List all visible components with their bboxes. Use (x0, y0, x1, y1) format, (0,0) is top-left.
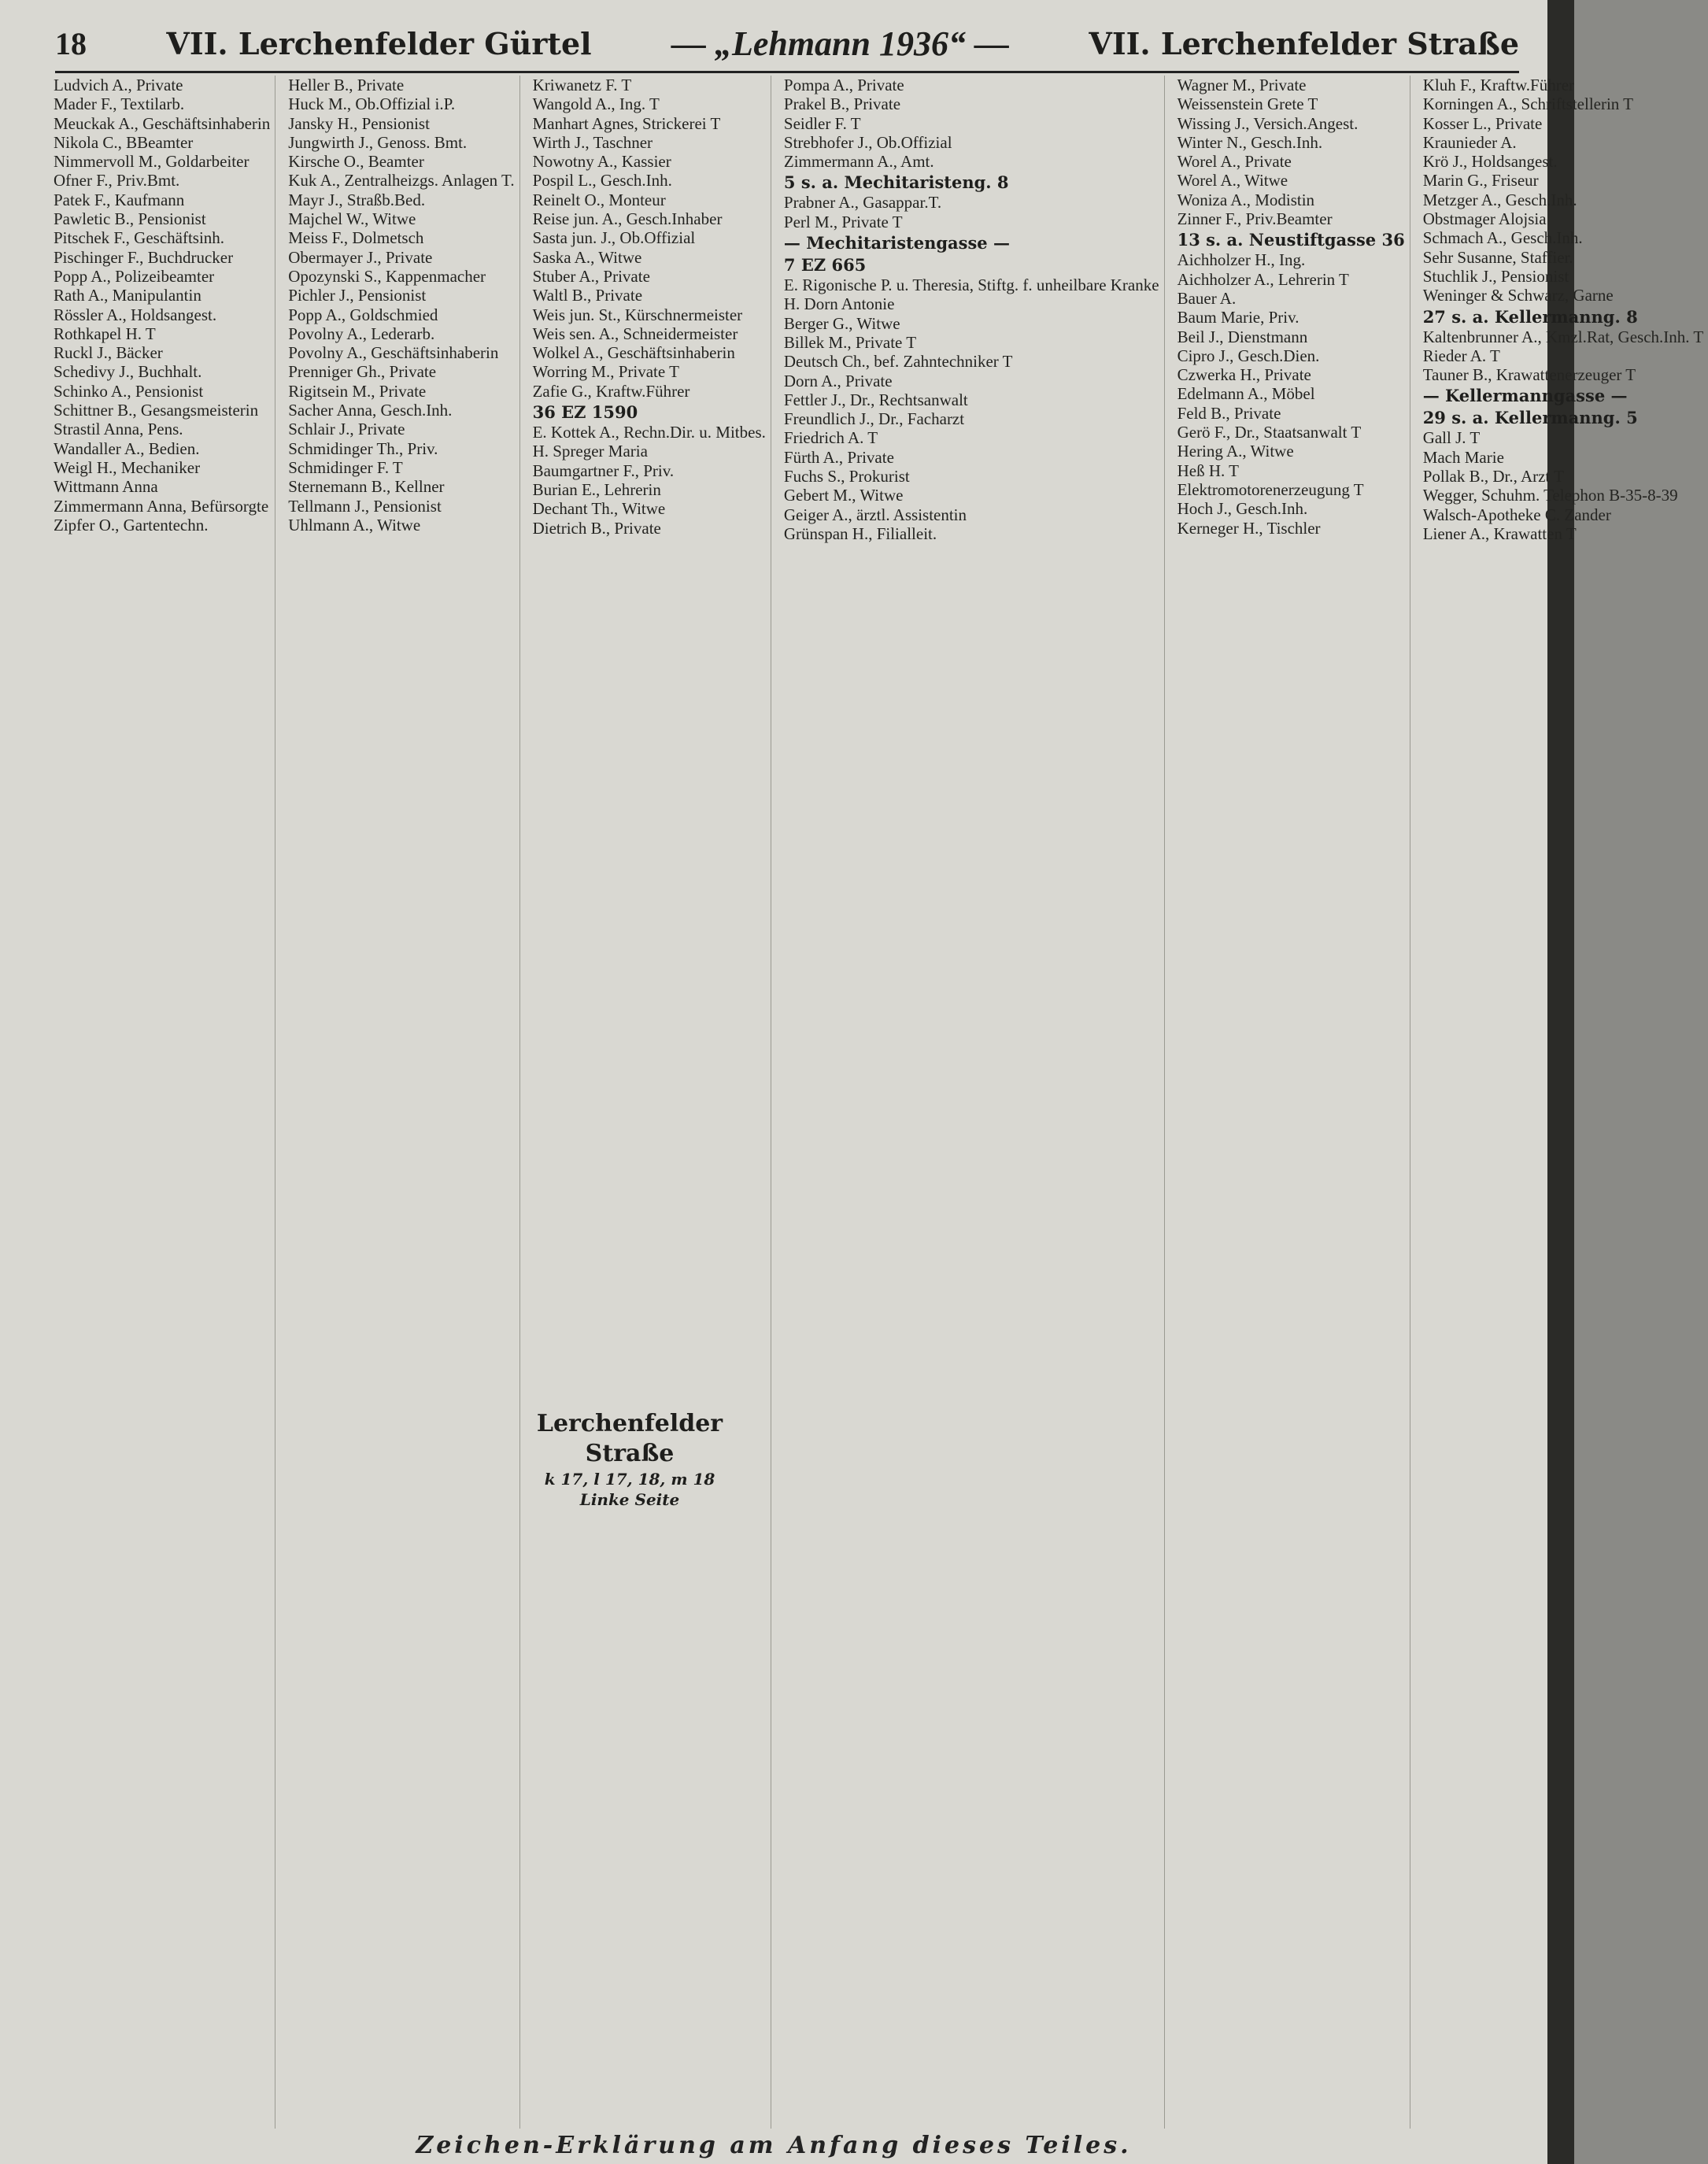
directory-entry: Tellmann J., Pensionist (288, 496, 442, 516)
directory-entry: Fürth A., Private (783, 447, 894, 467)
column-5 (1173, 76, 1410, 2129)
column-6 (1418, 76, 1708, 2129)
directory-entry: Rieder A. T (1422, 346, 1500, 365)
directory-entry: Heller B., Private (288, 76, 405, 94)
directory-entry: Schlair J., Private (288, 420, 405, 439)
directory-entry: Hering A., Witwe (1177, 442, 1294, 461)
directory-entry: Kirsche O., Beamter (288, 152, 424, 172)
section-title: Lerchenfelder Straße (536, 1410, 723, 1467)
address-heading: — Kellermanngasse — (1422, 386, 1628, 406)
directory-entry: Berger G., Witwe (783, 313, 900, 333)
directory-entry: Deutsch Ch., bef. Zahntechniker T (783, 352, 1013, 372)
directory-entry: Pawletic B., Pensionist (54, 209, 206, 229)
directory-entry: Heß H. T (1177, 461, 1239, 480)
directory-entry: Popp A., Polizeibeamter (54, 266, 215, 286)
directory-entry: Walsch-Apotheke C. Zander (1422, 505, 1611, 524)
directory-entry: Manhart Agnes, Strickerei T (532, 113, 721, 133)
column-2 (283, 76, 519, 2129)
directory-entry: H. Dorn Antonie (783, 294, 895, 314)
directory-entry: Fettler J., Dr., Rechtsanwalt (783, 390, 968, 409)
address-heading: — Mechitaristengasse — (783, 233, 1010, 253)
column-1 (49, 76, 275, 2129)
directory-entry: Wangold A., Ing. T (532, 94, 660, 114)
directory-entry: Wegger, Schuhm. Telephon B-35-8-39 (1422, 486, 1678, 505)
directory-entry: Kaltenbrunner A., Kmzl.Rat, Gesch.Inh. T (1422, 327, 1704, 346)
directory-entry: Wandaller A., Bedien. (54, 438, 200, 458)
directory-entry: Huck M., Ob.Offizial i.P. (288, 94, 456, 114)
grid-reference: k 17, l 17, 18, m 18 (544, 1470, 715, 1489)
directory-entry: Rössler A., Holdsangest. (54, 305, 217, 324)
directory-entry: Kriwanetz F. T (532, 76, 632, 94)
directory-entry: Freundlich J., Dr., Facharzt (783, 409, 965, 429)
directory-entry: Sasta jun. J., Ob.Offizial (532, 228, 696, 248)
directory-entry: Povolny A., Geschäftsinhaberin (288, 343, 499, 363)
directory-entry: Dorn A., Private (783, 371, 893, 390)
directory-entry: Nowotny A., Kassier (532, 152, 671, 172)
directory-entry: Aichholzer A., Lehrerin T (1177, 269, 1349, 289)
directory-entry: Pompa A., Private (783, 76, 904, 94)
directory-entry: Cipro J., Gesch.Dien. (1177, 346, 1320, 365)
directory-entry: Weis jun. St., Kürschnermeister (532, 305, 743, 324)
directory-entry: Jungwirth J., Genoss. Bmt. (288, 132, 468, 152)
directory-entry: Zafie G., Kraftw.Führer (532, 381, 690, 401)
directory-entry: Hoch J., Gesch.Inh. (1177, 499, 1308, 519)
directory-entry: Krö J., Holdsangest. (1422, 152, 1558, 172)
directory-entry: Rigitsein M., Private (288, 381, 427, 401)
directory-entry: Saska A., Witwe (532, 247, 642, 267)
directory-entry: Strastil Anna, Pens. (54, 420, 183, 439)
directory-entry: Gall J. T (1422, 428, 1481, 448)
directory-entry: E. Rigonische P. u. Theresia, Stiftg. f. unheilbare Kranke (783, 276, 1159, 295)
directory-entry: Geiger A., ärztl. Assistentin (783, 505, 967, 524)
address-heading: 36 EZ 1590 (532, 402, 638, 423)
directory-entry: Tauner B., Krawattenerzeuger T (1422, 365, 1636, 385)
directory-entry: Sacher Anna, Gesch.Inh. (288, 401, 453, 420)
directory-entry: Wirth J., Taschner (532, 132, 653, 152)
directory-entry: Burian E., Lehrerin (532, 479, 661, 499)
directory-entry: Strebhofer J., Ob.Offizial (783, 132, 952, 152)
directory-entry: Aichholzer H., Ing. (1177, 250, 1306, 270)
directory-entry: Prenniger Gh., Private (288, 362, 437, 382)
header-right-street: VII. Lerchenfelder Straße (1089, 25, 1519, 61)
directory-entry: E. Kottek A., Rechn.Dir. u. Mitbes. (532, 423, 766, 442)
directory-entry: Opozynski S., Kappenmacher (288, 266, 486, 286)
directory-entry: Fuchs S., Prokurist (783, 467, 910, 486)
directory-entry: Weissenstein Grete T (1177, 94, 1318, 114)
directory-entry: H. Spreger Maria (532, 442, 648, 461)
directory-entry: Zinner F., Priv.Beamter (1177, 209, 1333, 229)
header-left-street: VII. Lerchenfelder Gürtel (166, 25, 592, 61)
directory-entry: Wissing J., Versich.Angest. (1177, 113, 1359, 133)
directory-entry: Zimmermann Anna, Befürsorgte (54, 496, 269, 516)
directory-entry: Weninger & Schwarz, Garne (1422, 286, 1614, 305)
directory-entry: Worel A., Witwe (1177, 171, 1288, 191)
directory-entry: Patek F., Kaufmann (54, 190, 185, 209)
directory-entry: Kluh F., Kraftw.Führer (1422, 76, 1575, 94)
directory-entry: Majchel W., Witwe (288, 209, 416, 229)
directory-entry: Prabner A., Gasappar.T. (783, 193, 942, 213)
page-header (55, 16, 1519, 73)
directory-entry: Seidler F. T (783, 113, 861, 133)
directory-entry: Sehr Susanne, Staffier. (1422, 247, 1573, 267)
address-heading: 27 s. a. Kellermanng. 8 (1422, 306, 1638, 327)
directory-entry: Pollak B., Dr., Arzt T (1422, 467, 1564, 486)
page-footer: Zeichen-Erklärung am Anfang dieses Teiles. (416, 2132, 1132, 2159)
address-heading: 13 s. a. Neustiftgasse 36 (1177, 230, 1405, 250)
directory-entry: Obermayer J., Private (288, 247, 433, 267)
column-3 (528, 76, 771, 2129)
directory-entry: Rath A., Manipulantin (54, 286, 201, 305)
directory-entry: Kosser L., Private (1422, 113, 1543, 133)
directory-entry: Perl M., Private T (783, 212, 903, 231)
directory-entry: Pitschek F., Geschäftsinh. (54, 228, 225, 248)
directory-entry: Friedrich A. T (783, 428, 878, 448)
directory-entry: Obstmager Alojsia (1422, 209, 1547, 229)
directory-entry: Ruckl J., Bäcker (54, 343, 163, 363)
directory-entry: Korningen A., Schriftstellerin T (1422, 94, 1634, 114)
directory-entry: Meiss F., Dolmetsch (288, 228, 424, 248)
directory-entry: Prakel B., Private (783, 94, 901, 114)
directory-entry: Rothkapel H. T (54, 324, 156, 343)
directory-entry: Grünspan H., Filialleit. (783, 523, 937, 543)
directory-entry: Pospil L., Gesch.Inh. (532, 171, 672, 191)
directory-entry: Edelmann A., Möbel (1177, 384, 1315, 404)
column-4 (779, 76, 1165, 2129)
directory-entry: Baumgartner F., Priv. (532, 461, 675, 480)
directory-entry: Kraunieder A. (1422, 132, 1517, 152)
directory-entry: Uhlmann A., Witwe (288, 515, 421, 535)
directory-entry: Ludvich A., Private (54, 76, 183, 94)
directory-entry: Winter N., Gesch.Inh. (1177, 132, 1323, 152)
directory-entry: Weigl H., Mechaniker (54, 457, 201, 477)
directory-entry: Jansky H., Pensionist (288, 113, 430, 133)
page-number: 18 (55, 25, 87, 61)
directory-entry: Reise jun. A., Gesch.Inhaber (532, 209, 723, 229)
side-label: Linke Seite (579, 1490, 680, 1509)
directory-entry: Woniza A., Modistin (1177, 190, 1315, 209)
directory-entry: Marin G., Friseur (1422, 171, 1539, 191)
directory-entry: Dechant Th., Witwe (532, 499, 666, 519)
directory-entry: Schmach A., Gesch.Inh. (1422, 228, 1583, 248)
directory-entry: Nikola C., BBeamter (54, 132, 194, 152)
directory-entry: Mach Marie (1422, 447, 1504, 467)
directory-entry: Czwerka H., Private (1177, 365, 1311, 385)
directory-entry: Zimmermann A., Amt. (783, 152, 934, 172)
directory-entry: Bauer A. (1177, 288, 1237, 308)
directory-entry: Schmidinger Th., Priv. (288, 438, 438, 458)
directory-entry: Meuckak A., Geschäftsinhaberin (54, 113, 271, 133)
directory-entry: Mayr J., Straßb.Bed. (288, 190, 426, 209)
directory-entry: Gebert M., Witwe (783, 486, 904, 505)
directory-entry: Schmidinger F. T (288, 457, 403, 477)
directory-entry: Liener A., Krawatten T (1422, 523, 1577, 543)
directory-entry: Schedivy J., Buchhalt. (54, 362, 202, 382)
directory-entry: Waltl B., Private (532, 286, 643, 305)
directory-entry: Metzger A., Gesch.Inh. (1422, 190, 1577, 209)
directory-entry: Zipfer O., Gartentechn. (54, 515, 209, 535)
directory-entry: Worel A., Private (1177, 152, 1292, 172)
directory-entry: Kerneger H., Tischler (1177, 518, 1321, 538)
directory-entry: Gerö F., Dr., Staatsanwalt T (1177, 423, 1362, 442)
directory-columns (49, 76, 1704, 2129)
directory-entry: Povolny A., Lederarb. (288, 324, 435, 343)
directory-entry: Billek M., Private T (783, 332, 917, 352)
directory-entry: Dietrich B., Private (532, 518, 661, 538)
directory-entry: Wittmann Anna (54, 477, 158, 497)
directory-entry: Schittner B., Gesangsmeisterin (54, 401, 259, 420)
address-heading: 5 s. a. Mechitaristeng. 8 (783, 172, 1009, 193)
directory-entry: Weis sen. A., Schneidermeister (532, 324, 738, 343)
address-heading: 29 s. a. Kellermanng. 5 (1422, 408, 1638, 428)
directory-entry: Schinko A., Pensionist (54, 381, 204, 401)
directory-entry: Reinelt O., Monteur (532, 190, 666, 209)
directory-entry: Beil J., Dienstmann (1177, 327, 1308, 346)
directory-entry: Elektromotorenerzeugung T (1177, 479, 1364, 499)
directory-entry: Mader F., Textilarb. (54, 94, 185, 114)
directory-entry: Nimmervoll M., Goldarbeiter (54, 152, 250, 172)
directory-entry: Wagner M., Private (1177, 76, 1307, 94)
directory-entry: Stuber A., Private (532, 266, 650, 286)
directory-entry: Baum Marie, Priv. (1177, 308, 1299, 327)
directory-entry: Worring M., Private T (532, 362, 679, 382)
directory-entry: Ofner F., Priv.Bmt. (54, 171, 180, 191)
directory-entry: Stuchlik J., Pensionist (1422, 266, 1569, 286)
address-heading: 7 EZ 665 (783, 255, 867, 276)
directory-entry: Popp A., Goldschmied (288, 305, 438, 324)
directory-entry: Wolkel A., Geschäftsinhaberin (532, 343, 735, 363)
directory-entry: Pichler J., Pensionist (288, 286, 427, 305)
directory-entry: Feld B., Private (1177, 403, 1281, 423)
header-publication-title: — „Lehmann 1936“ — (671, 24, 1009, 63)
directory-entry: Pischinger F., Buchdrucker (54, 247, 234, 267)
directory-entry: Sternemann B., Kellner (288, 477, 445, 497)
directory-entry: Kuk A., Zentralheizgs. Anlagen T. (288, 171, 515, 191)
street-section-header (512, 1401, 748, 1510)
